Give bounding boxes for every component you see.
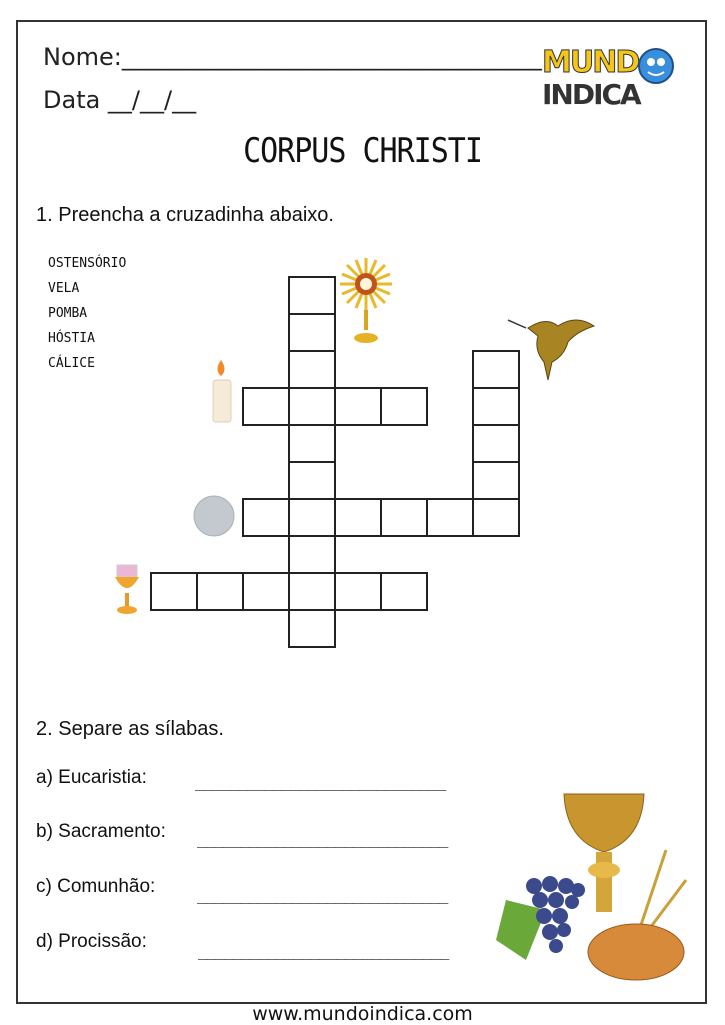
word-item: OSTENSÓRIO — [48, 256, 127, 271]
crossword-cell[interactable] — [288, 350, 336, 389]
crossword-cell[interactable] — [472, 387, 520, 426]
monstrance-illustration — [338, 254, 394, 350]
word-list — [48, 251, 126, 376]
name-field[interactable]: Nome:___________________________________ — [43, 43, 542, 71]
host-wafer-illustration — [192, 495, 236, 541]
section2-instruction: 2. Separe as sílabas. — [36, 718, 224, 740]
crossword-cell[interactable] — [472, 424, 520, 463]
chalice-bread-grapes-illustration — [486, 790, 696, 994]
syllable-label-d: d) Procissão: — [36, 931, 147, 952]
syllable-answer-b[interactable]: _____________________________ — [197, 829, 448, 848]
crossword-cell[interactable] — [288, 461, 336, 500]
footer-url[interactable]: www.mundoindica.com — [252, 1003, 473, 1025]
syllable-answer-a[interactable]: _____________________________ — [195, 772, 446, 791]
crossword-cell[interactable] — [472, 498, 520, 537]
logo — [540, 40, 690, 108]
crossword-cell[interactable] — [426, 498, 474, 537]
word-item: HÓSTIA — [48, 331, 95, 346]
syllable-label-b: b) Sacramento: — [36, 821, 166, 842]
page-title: CORPUS CHRISTI — [243, 131, 482, 172]
crossword-cell[interactable] — [288, 498, 336, 537]
crossword-cell[interactable] — [288, 535, 336, 574]
crossword-cell[interactable] — [334, 572, 382, 611]
svg-text:MUND: MUND — [542, 45, 639, 80]
word-item: POMBA — [48, 306, 88, 321]
svg-text:INDICA: INDICA — [542, 78, 640, 108]
crossword-cell[interactable] — [150, 572, 198, 611]
crossword-cell[interactable] — [334, 387, 382, 426]
crossword-cell[interactable] — [380, 387, 428, 426]
syllable-answer-d[interactable]: _____________________________ — [198, 941, 449, 960]
date-field[interactable]: Data __/__/__ — [43, 86, 197, 114]
crossword-cell[interactable] — [380, 498, 428, 537]
crossword-cell[interactable] — [242, 387, 290, 426]
dove-illustration — [506, 306, 596, 388]
crossword-cell[interactable] — [242, 498, 290, 537]
word-item: CÁLICE — [48, 356, 95, 371]
crossword-cell[interactable] — [380, 572, 428, 611]
syllable-answer-c[interactable]: _____________________________ — [197, 885, 448, 904]
crossword-cell[interactable] — [288, 424, 336, 463]
syllable-label-a: a) Eucaristia: — [36, 767, 147, 788]
chalice-small-illustration — [112, 563, 142, 619]
crossword-cell[interactable] — [472, 461, 520, 500]
crossword-cell[interactable] — [196, 572, 244, 611]
crossword-cell[interactable] — [288, 387, 336, 426]
crossword-cell[interactable] — [288, 313, 336, 352]
candle-illustration — [208, 358, 234, 428]
crossword-cell[interactable] — [288, 276, 336, 315]
section1-instruction: 1. Preencha a cruzadinha abaixo. — [36, 204, 334, 226]
syllable-label-c: c) Comunhão: — [36, 876, 156, 897]
crossword-cell[interactable] — [288, 609, 336, 648]
crossword-cell[interactable] — [242, 572, 290, 611]
crossword-cell[interactable] — [288, 572, 336, 611]
word-item: VELA — [48, 281, 80, 296]
crossword-cell[interactable] — [334, 498, 382, 537]
